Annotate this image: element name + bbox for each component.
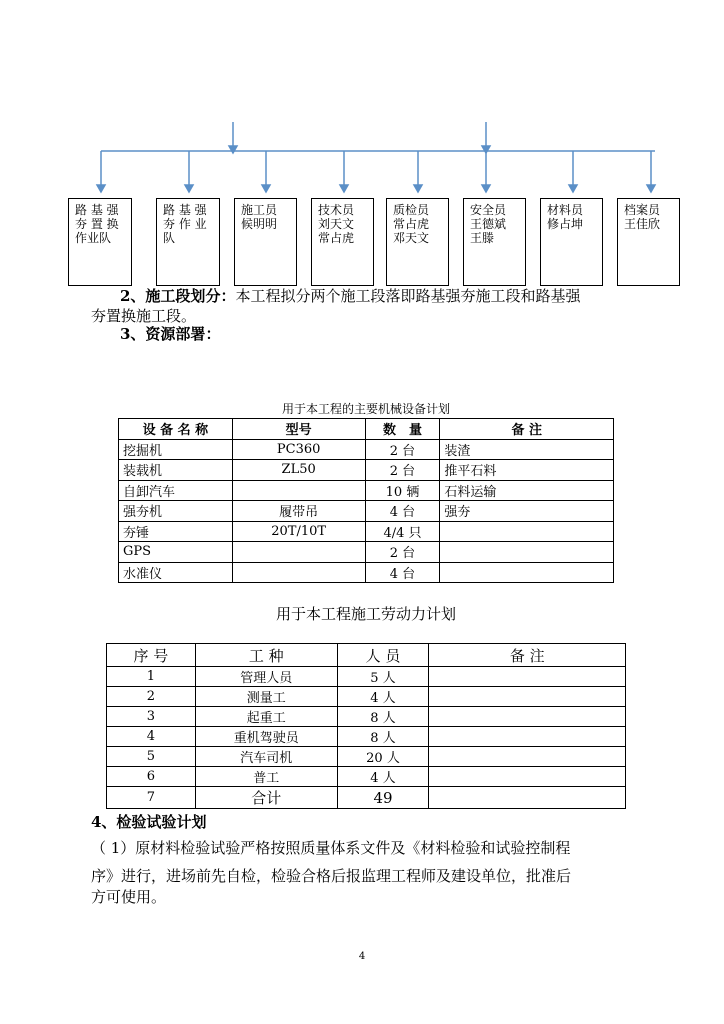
table-cell	[232, 542, 365, 563]
table-cell: 2 台	[365, 460, 440, 481]
table-cell	[440, 521, 614, 542]
table-row	[119, 542, 614, 563]
table-cell	[429, 767, 626, 787]
table-cell: 3	[107, 707, 196, 727]
table-cell	[429, 687, 626, 707]
org-box-quality-inspector: 质检员 常占虎 邓天文	[386, 198, 449, 286]
header-cell: 数 量	[365, 419, 440, 440]
labor-table	[106, 643, 626, 809]
header-cell: 备 注	[440, 419, 614, 440]
table-row	[119, 521, 614, 542]
table-cell	[232, 480, 365, 501]
table-cell	[429, 727, 626, 747]
table-row	[107, 767, 626, 787]
section4-line2: 序》进行，进场前先自检，检验合格后报监理工程师及建设单位，批准后	[91, 867, 572, 885]
table-row	[119, 480, 614, 501]
table-row	[119, 501, 614, 522]
section4-heading: 4、检验试验计划	[91, 813, 207, 831]
table-cell: 水准仪	[119, 562, 233, 583]
equipment-table-caption: 用于本工程的主要机械设备计划	[281, 402, 450, 416]
table-cell	[232, 562, 365, 583]
table-cell: 6	[107, 767, 196, 787]
table-cell: 5 人	[337, 667, 429, 687]
org-box-archivist: 档案员 王佳欣	[617, 198, 680, 286]
table-cell: 装渣	[440, 439, 614, 460]
table-cell: PC360	[232, 439, 365, 460]
table-row	[107, 727, 626, 747]
table-cell	[440, 542, 614, 563]
table-cell: 10 辆	[365, 480, 440, 501]
header-cell: 型号	[232, 419, 365, 440]
table-row	[107, 667, 626, 687]
header-cell: 备 注	[429, 644, 626, 667]
table-row	[107, 687, 626, 707]
org-box-construction-officer: 施工员 候明明	[234, 198, 297, 286]
table-cell: GPS	[119, 542, 233, 563]
table-cell	[429, 747, 626, 767]
table-cell: 汽车司机	[195, 747, 337, 767]
header-cell: 设 备 名 称	[119, 419, 233, 440]
table-cell: 测量工	[195, 687, 337, 707]
table-cell: 20T/10T	[232, 521, 365, 542]
table-cell: ZL50	[232, 460, 365, 481]
table-cell	[429, 707, 626, 727]
table-row	[107, 747, 626, 767]
table-cell: 7	[107, 787, 196, 809]
labor-table-caption: 用于本工程施工劳动力计划	[275, 605, 456, 623]
table-cell: 20 人	[337, 747, 429, 767]
org-box-team-2: 路 基 强 夯 作 业 队	[156, 198, 220, 286]
table-cell: 夯锤	[119, 521, 233, 542]
table-cell: 5	[107, 747, 196, 767]
table-cell: 管理人员	[195, 667, 337, 687]
table-cell: 4 人	[337, 687, 429, 707]
table-row	[107, 707, 626, 727]
table-row	[119, 562, 614, 583]
table-cell: 推平石料	[440, 460, 614, 481]
table-cell: 重机驾驶员	[195, 727, 337, 747]
table-cell: 49	[337, 787, 429, 809]
org-box-technician: 技术员 刘天文 常占虎	[311, 198, 374, 286]
org-box-materials-officer: 材料员 修占坤	[540, 198, 603, 286]
header-cell: 人 员	[337, 644, 429, 667]
section2-paragraph	[120, 285, 660, 307]
section4-line1: （ 1）原材料检验试验严格按照质量体系文件及《材料检验和试验控制程	[91, 839, 571, 857]
section4-line3: 方可使用。	[91, 888, 167, 906]
section2-text-line1: 本工程拟分两个施工段落即路基强夯施工段和路基强	[235, 287, 581, 305]
org-box-team-1: 路 基 强 夯 置 换 作业队	[68, 198, 132, 286]
table-cell: 挖掘机	[119, 439, 233, 460]
table-cell: 普工	[195, 767, 337, 787]
page-number: 4	[358, 951, 366, 962]
table-cell: 8 人	[337, 707, 429, 727]
equipment-table	[118, 418, 614, 583]
table-row	[119, 460, 614, 481]
table-cell: 装载机	[119, 460, 233, 481]
table-cell: 起重工	[195, 707, 337, 727]
table-cell: 4/4 只	[365, 521, 440, 542]
table-cell: 4 台	[365, 501, 440, 522]
table-cell: 石料运输	[440, 480, 614, 501]
table-row	[119, 439, 614, 460]
table-cell: 4 台	[365, 562, 440, 583]
section2-label: 2、施工段划分：	[120, 287, 236, 305]
table-cell: 合计	[195, 787, 337, 809]
table-cell: 自卸汽车	[119, 480, 233, 501]
header-cell: 序 号	[107, 644, 196, 667]
table-cell: 2	[107, 687, 196, 707]
header-cell: 工 种	[195, 644, 337, 667]
section2-text-line2: 夯置换施工段。	[91, 307, 197, 325]
org-chart-connectors	[0, 0, 724, 200]
table-cell: 4 人	[337, 767, 429, 787]
org-box-safety-officer: 安全员 王德斌 王滕	[463, 198, 526, 286]
table-cell	[440, 562, 614, 583]
table-cell: 2 台	[365, 542, 440, 563]
section3-heading: 3、资源部署：	[120, 325, 221, 343]
labor-table-header	[107, 644, 626, 667]
table-cell: 2 台	[365, 439, 440, 460]
table-cell: 强夯机	[119, 501, 233, 522]
table-cell: 8 人	[337, 727, 429, 747]
table-cell: 履带吊	[232, 501, 365, 522]
table-cell	[429, 667, 626, 687]
table-row	[107, 787, 626, 809]
table-cell	[429, 787, 626, 809]
equipment-table-header	[119, 419, 614, 440]
table-cell: 4	[107, 727, 196, 747]
table-cell: 强夯	[440, 501, 614, 522]
table-cell: 1	[107, 667, 196, 687]
